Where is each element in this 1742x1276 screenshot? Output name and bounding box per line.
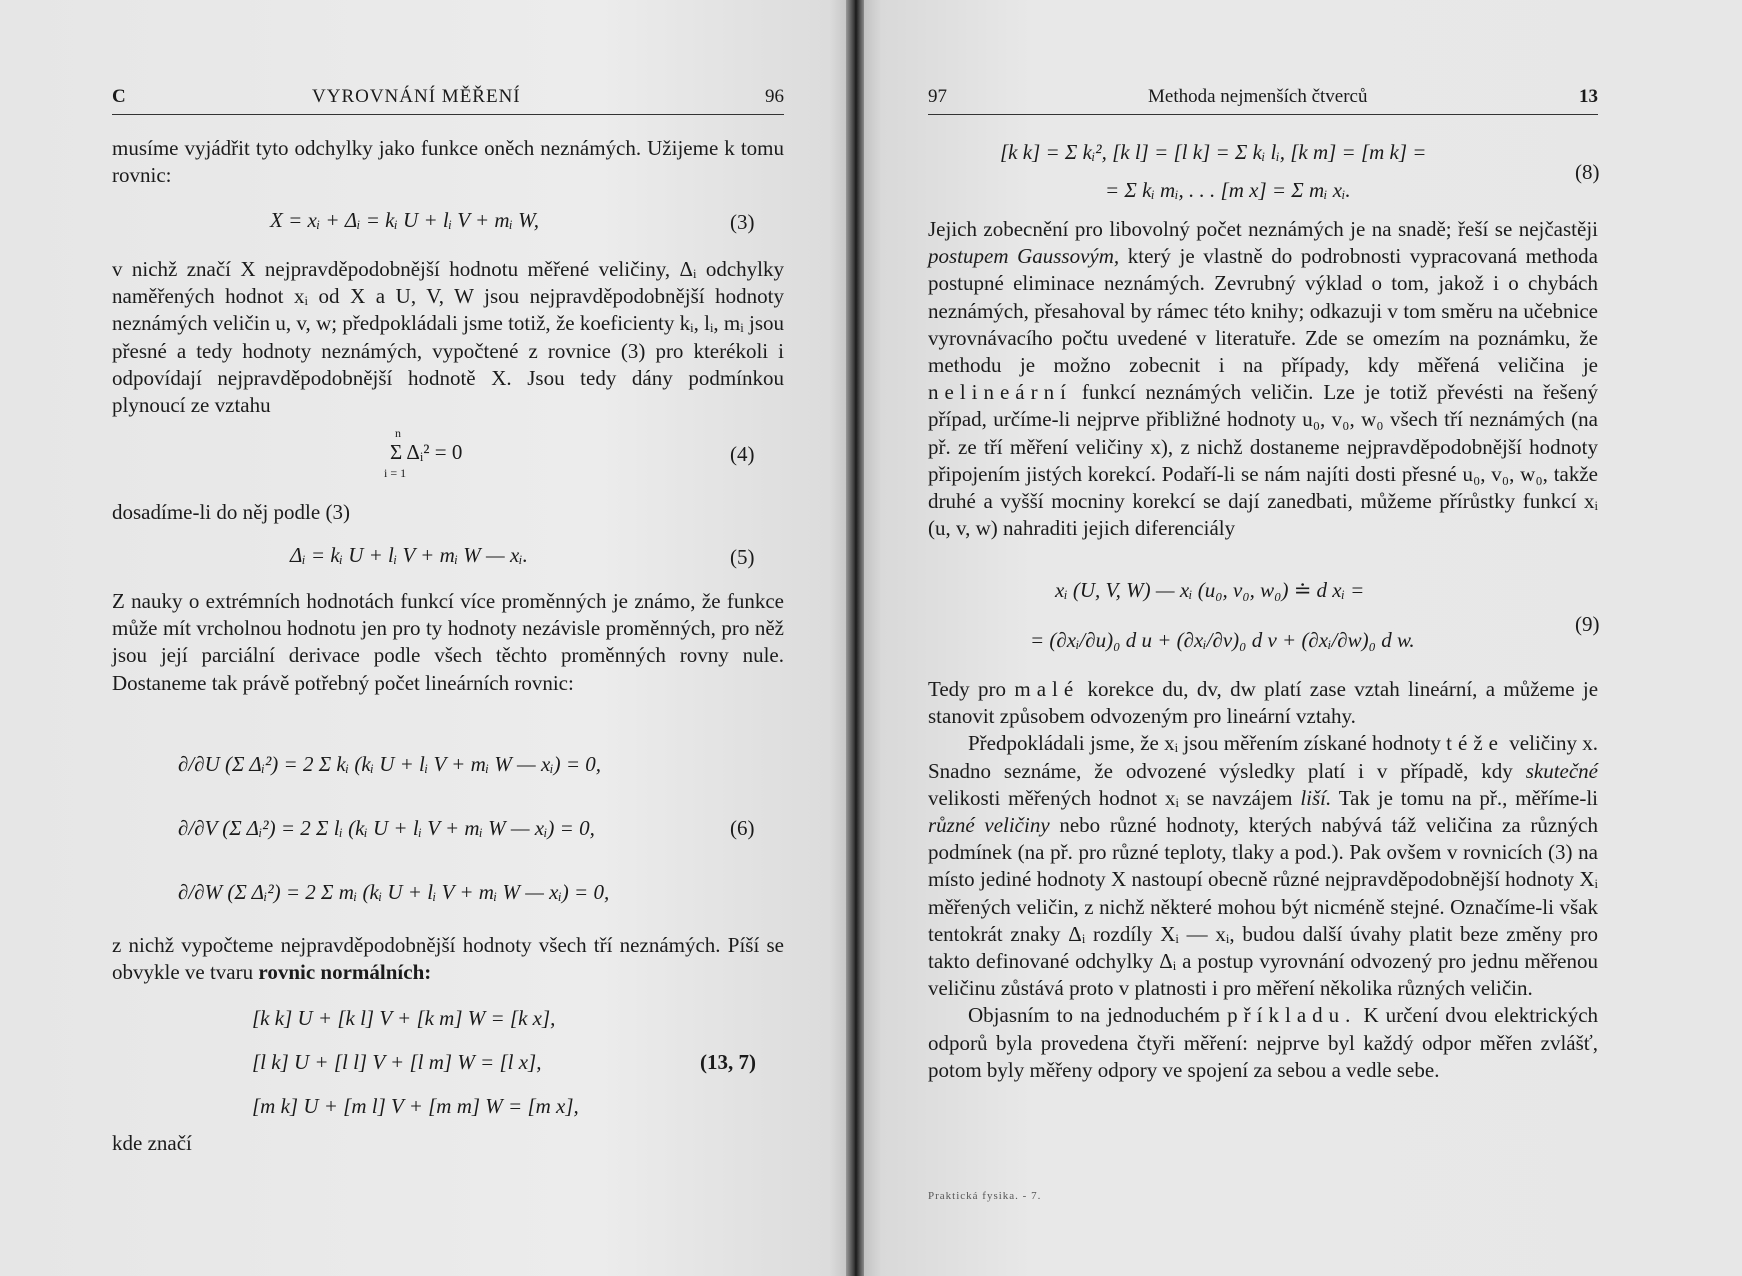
paragraph	[928, 216, 1598, 542]
sum-lower-limit: i = 1	[384, 466, 407, 480]
header-signature: C	[112, 86, 126, 107]
bold-term: rovnic normálních:	[258, 960, 432, 985]
text-run: Tedy pro	[928, 677, 1007, 701]
italic-term: postupem Gaussovým,	[928, 244, 1120, 269]
paragraph-text	[928, 730, 1598, 1002]
sum-upper-limit: n	[395, 426, 401, 440]
header-title: VYROVNÁNÍ MĚŘENÍ	[312, 86, 521, 107]
header-title: Methoda nejmenších čtverců	[1148, 86, 1368, 107]
text-run: Jejich zobecnění pro libovolný počet neznámých je na snadě; řeší se nejčastěji	[928, 217, 1598, 241]
equation: [m k] U + [m l] V + [m m] W = [m x],	[252, 1094, 579, 1118]
paragraph-text	[928, 216, 1598, 542]
text-run: velikosti měřených hodnot xᵢ se navzájem	[928, 785, 1293, 810]
spaced-term: příkladu.	[1227, 1003, 1357, 1028]
equation: X = xᵢ + Δᵢ = kᵢ U + lᵢ V + mᵢ W,	[270, 208, 539, 232]
paragraph	[928, 676, 1598, 1084]
text-run: Objasním to na jednoduchém	[968, 1003, 1221, 1028]
paragraph-text: kde značí	[112, 1131, 192, 1155]
spaced-term: malé	[1014, 677, 1080, 701]
paragraph	[112, 1130, 784, 1157]
left-page	[0, 0, 855, 1276]
equation-number: (13, 7)	[700, 1050, 756, 1074]
footer-signature: Praktická fysika. - 7.	[928, 1190, 1042, 1202]
text-run: veličiny x. Snadno seznáme, že odvozené výsledky platí i v případě, kdy	[928, 731, 1599, 783]
text-run: funkcí neznámých veličin. Lze je totiž převésti na řešený případ, určíme-li nejprve přibližné hodnoty u₀, v₀, w₀ všech tří neznámých (na př. ze tří měření veličiny x), z nichž dostaneme nejpravděpodobnější hodnoty připojením jistých korekcí. Podaří-li se nám najíti dosti přesné u₀, v₀, w₀, takže druhé a vyšší mocniny korekcí se dají zanedbati, můžeme přírůstky funkcí xᵢ (u, v, w) nahraditi jejich diferenciály	[928, 380, 1599, 541]
paragraph-text: v nichž značí X nejpravděpodobnější hodnotu měřené veličiny, Δᵢ odchylky naměřených hodnot xᵢ od X a U, V, W jsou nejpravděpodobnější hodnoty neznámých veličin u, v, w; předpokládali jsme totiž, že koeficienty kᵢ, lᵢ, mᵢ jsou přesné a tedy hodnoty neznámých, vypočtené z rovnice (3) pro kterékoli i odpovídají nejpravděpodobnější hodnotě X. Jsou tedy dány podmínkou plynoucí ze vztahu	[112, 257, 784, 418]
equation-number: (3)	[730, 210, 755, 234]
equation: [k k] U + [k l] V + [k m] W = [k x],	[252, 1006, 556, 1030]
book-gutter	[846, 0, 864, 1276]
equation-number: (6)	[730, 816, 755, 840]
equation: = Σ kᵢ mᵢ, . . . [m x] = Σ mᵢ xᵢ.	[1105, 178, 1351, 202]
paragraph-text: Z nauky o extrémních hodnotách funkcí více proměnných je známo, že funkce může mít vrcholnou hodnotu jen pro ty hodnoty nezávisle proměnných, pro něž jsou její parciální derivace podle všech těchto proměnných rovny nule. Dostaneme tak právě potřebný počet lineárních rovnic:	[112, 589, 784, 695]
equation: ∂/∂W (Σ Δᵢ²) = 2 Σ mᵢ (kᵢ U + lᵢ V + mᵢ W — xᵢ) = 0,	[178, 880, 610, 904]
equation-number: (5)	[730, 545, 755, 569]
equation-number: (4)	[730, 442, 755, 466]
equation: ∂/∂U (Σ Δᵢ²) = 2 Σ kᵢ (kᵢ U + lᵢ V + mᵢ W — xᵢ) = 0,	[178, 752, 602, 776]
equation: xᵢ (U, V, W) — xᵢ (u₀, v₀, w₀) ≐ d xᵢ =	[1055, 578, 1365, 602]
header-signature: 13	[1579, 86, 1598, 107]
equation: ∂/∂V (Σ Δᵢ²) = 2 Σ lᵢ (kᵢ U + lᵢ V + mᵢ W — xᵢ) = 0,	[178, 816, 595, 840]
text-run: z nichž vypočteme nejpravděpodobnější hodnoty všech tří neznámých. Píší se obvykle ve tvaru	[112, 933, 784, 985]
equation: [k k] = Σ kᵢ², [k l] = [l k] = Σ kᵢ lᵢ, [k m] = [m k] =	[1000, 140, 1427, 164]
text-run: nebo různé hodnoty, kterých nabývá táž veličina za různých podmínek (na př. pro různé teploty, tlaky a pod.). Pak ovšem v rovnicích (3) na místo jediné hodnoty X nastoupí obecně různé nejpravděpodobnější hodnoty Xᵢ měřených veličin, z nichž některé mohou být nicméně stejné. Označíme-li však tentokrát znaky Δᵢ rozdíly Xᵢ — xᵢ, budou další úvahy platit beze změny pro takto definované odchylky Δᵢ a postup vyrovnání odvozený pro jednu měřenou veličinu zůstává proto v platnosti i pro měření několika různých veličin.	[928, 813, 1598, 1001]
text-run: K určení dvou elektrických odporů byla provedena čtyři měření: nejprve byl každý odpor měřen zvlášť, potom byly měřeny odpory ve spojení za sebou a vedle sebe.	[928, 1003, 1599, 1082]
italic-term: různé veličiny	[928, 813, 1050, 838]
spaced-term: téže	[1446, 731, 1504, 756]
paragraph	[112, 932, 784, 986]
spaced-term: nelineární	[928, 380, 1072, 405]
text-run: Předpokládali jsme, že xᵢ jsou měřením získané hodnoty	[968, 731, 1441, 756]
text-run: korekce du, dv, dw platí zase vztah lineární, a můžeme je stanovit způsobem odvozeným pro lineární vztahy.	[928, 677, 1599, 729]
equation-number: (8)	[1575, 160, 1600, 184]
paragraph-text: musíme vyjádřit tyto odchylky jako funkce oněch neznámých. Užijeme k tomu rovnic:	[112, 136, 784, 188]
equation: Δᵢ = kᵢ U + lᵢ V + mᵢ W — xᵢ.	[290, 543, 528, 567]
paragraph	[112, 256, 784, 419]
italic-term: liší.	[1300, 785, 1332, 810]
text-run: který je vlastně do podrobnosti vypracovaná methoda postupné eliminace neznámých. Zevrubný výklad o tom, jakož i o chybách neznámých, přesahoval by rámec této knihy; odkazuji v tom směru na učebnice vyrovnávacího počtu uvedené v literatuře. Zde se omezím na poznámku, že methodu je možno zobecnit i na případy, kdy měřená veličina je	[928, 244, 1598, 378]
text-run: Tak je tomu na př., měříme-li	[1338, 785, 1599, 810]
paragraph	[112, 588, 784, 697]
equation-number: (9)	[1575, 612, 1600, 636]
italic-term: skutečné	[1525, 758, 1598, 783]
equation: Σ Δᵢ² = 0	[390, 440, 463, 464]
page-number: 97	[928, 86, 947, 107]
right-page	[855, 0, 1742, 1276]
paragraph	[112, 135, 784, 189]
equation: [l k] U + [l l] V + [l m] W = [l x],	[252, 1050, 542, 1074]
paragraph-text	[928, 676, 1598, 730]
running-header	[112, 82, 784, 115]
running-header	[928, 82, 1598, 115]
paragraph-text: dosadíme-li do něj podle (3)	[112, 500, 350, 524]
paragraph-text	[112, 932, 784, 986]
equation: = (∂xᵢ/∂u)₀ d u + (∂xᵢ/∂v)₀ d v + (∂xᵢ/∂w)₀ d w.	[1030, 628, 1415, 652]
paragraph-text	[928, 1002, 1598, 1084]
paragraph	[112, 499, 784, 526]
page-number: 96	[765, 86, 784, 107]
